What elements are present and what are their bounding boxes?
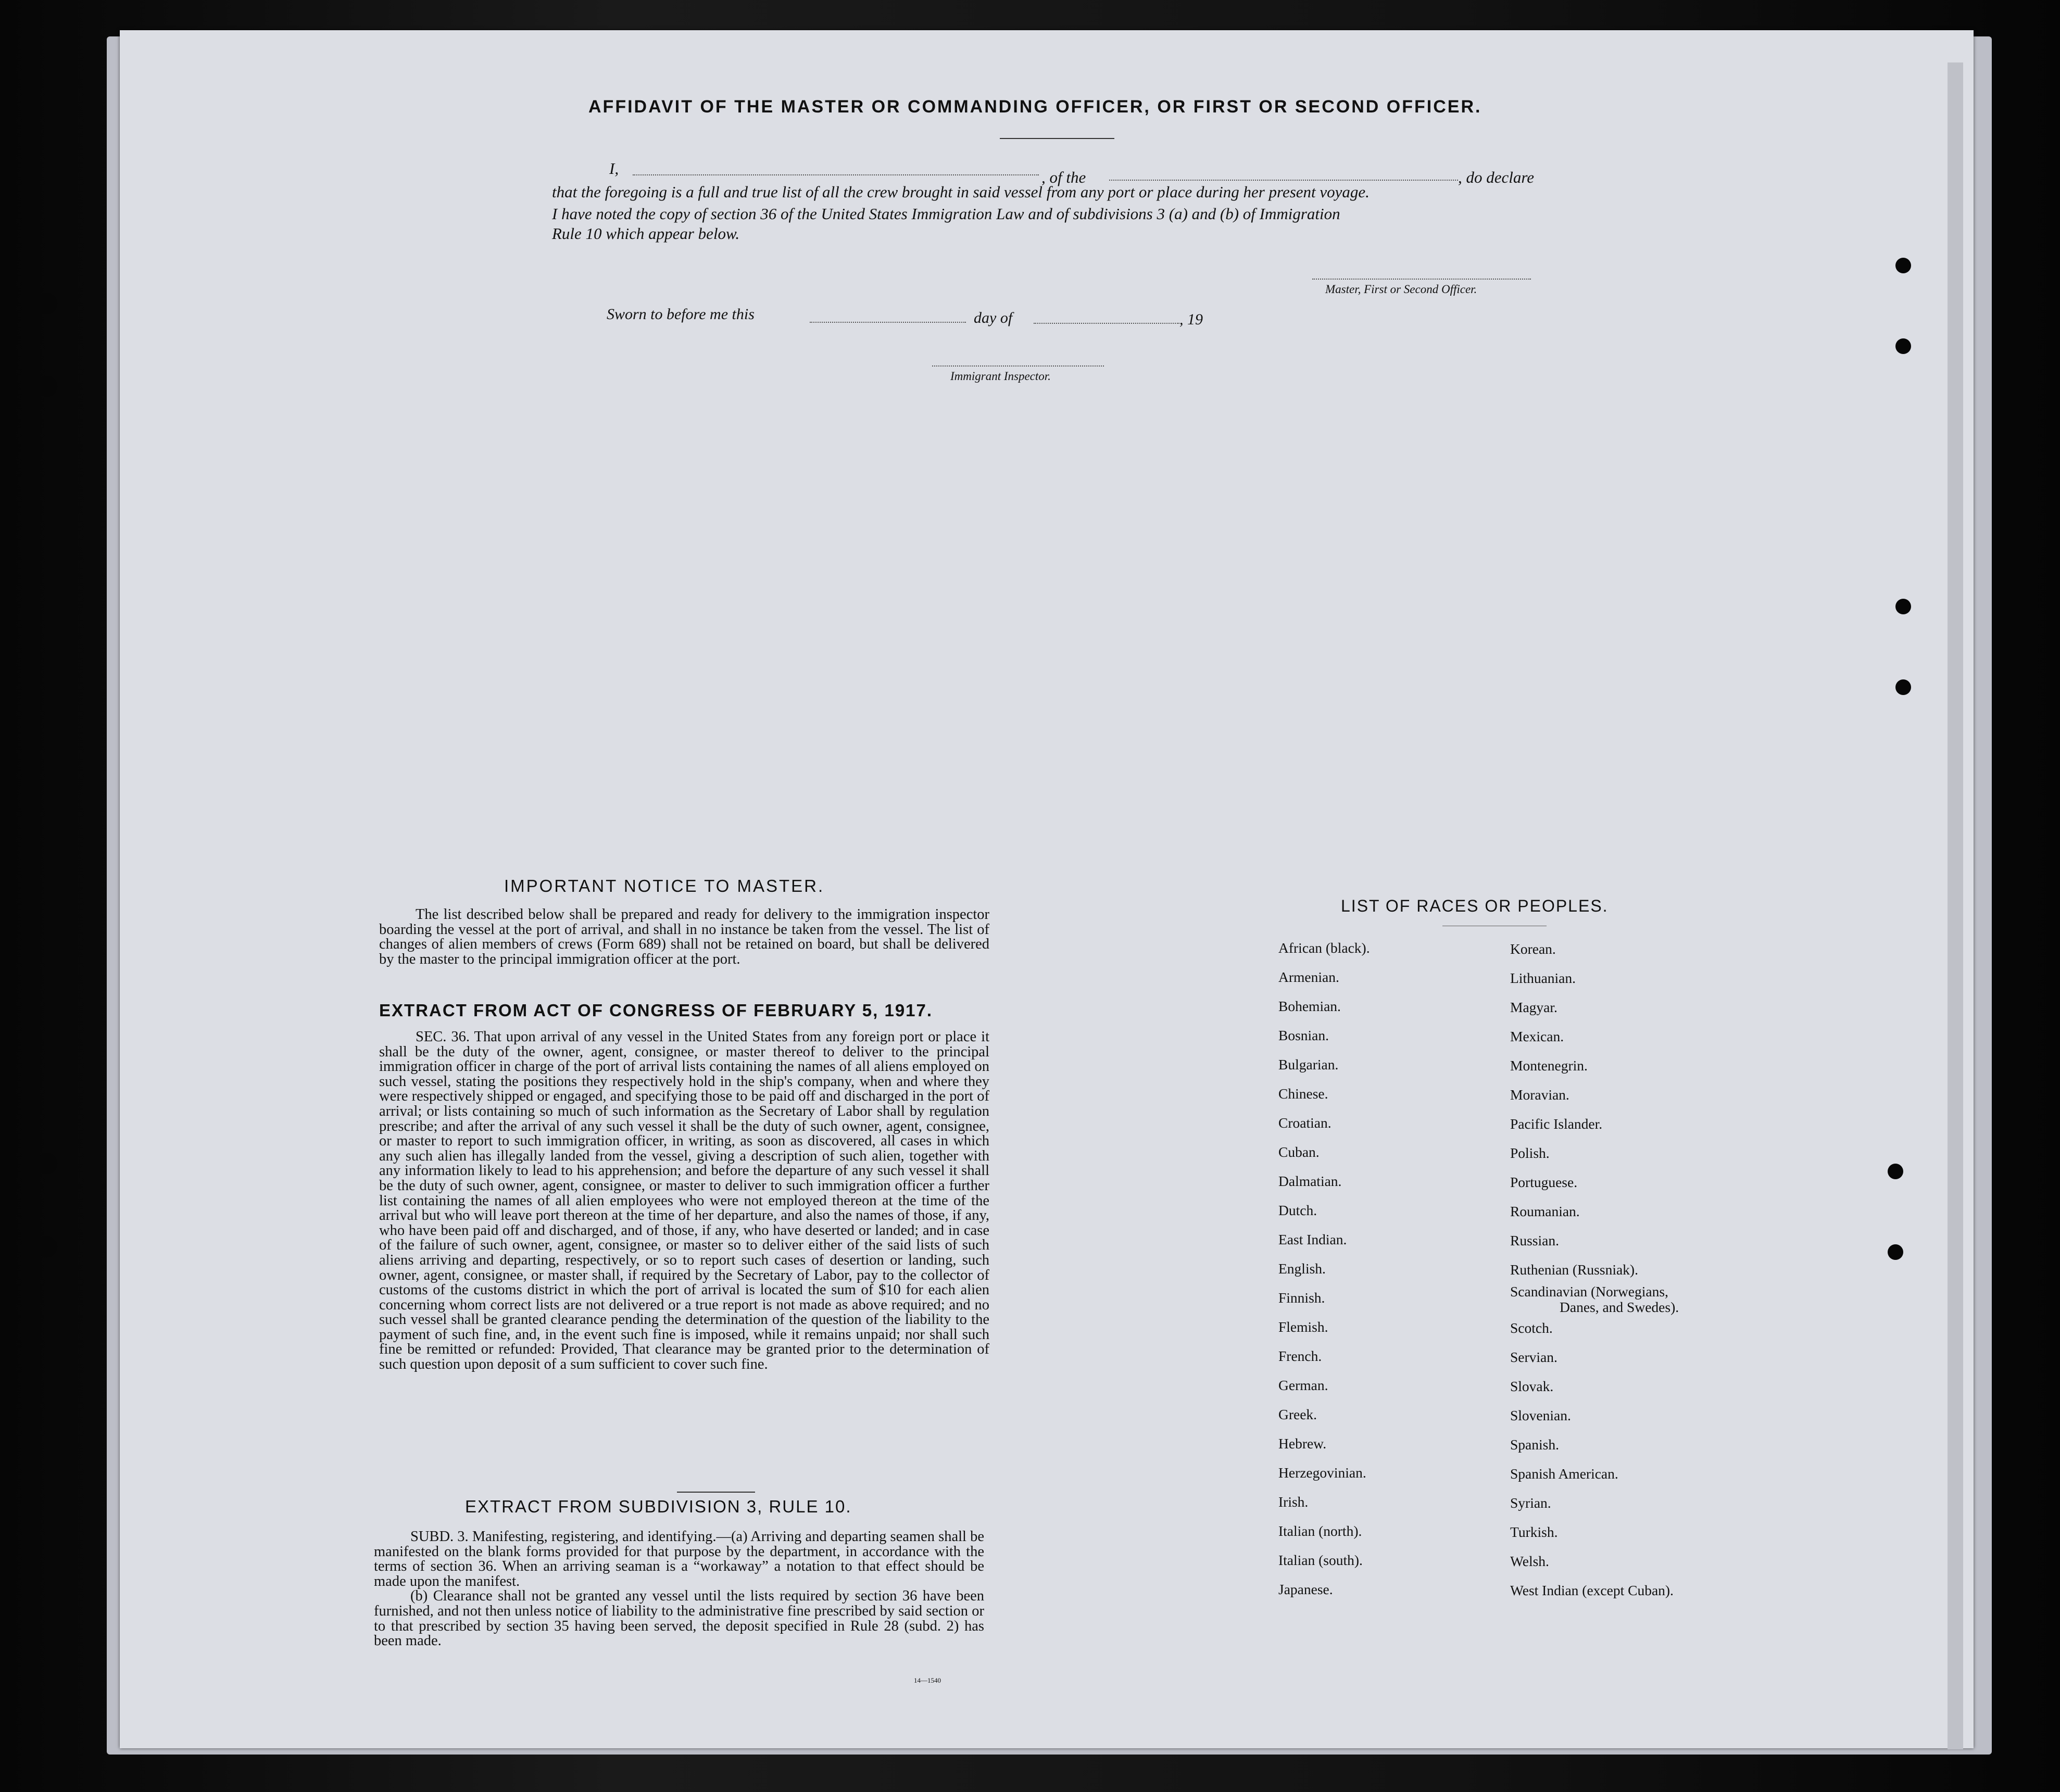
race-item: Pacific Islander. xyxy=(1510,1116,1603,1132)
race-item: Slovenian. xyxy=(1510,1407,1571,1423)
notice-title: IMPORTANT NOTICE TO MASTER. xyxy=(504,876,825,895)
race-item: Spanish American. xyxy=(1510,1466,1618,1482)
race-item: Russian. xyxy=(1510,1232,1559,1248)
race-item: Armenian. xyxy=(1278,969,1339,985)
race-item: Welsh. xyxy=(1510,1553,1549,1569)
race-item: Turkish. xyxy=(1510,1524,1558,1540)
affidavit-line-3: Rule 10 which appear below. xyxy=(552,224,740,243)
race-item: German. xyxy=(1278,1377,1328,1393)
race-item: Herzegovinian. xyxy=(1278,1465,1366,1481)
race-item: Spanish. xyxy=(1510,1436,1559,1453)
race-item: Finnish. xyxy=(1278,1290,1325,1306)
binder-hole-left-1 xyxy=(36,293,57,314)
race-item: Portuguese. xyxy=(1510,1174,1578,1190)
rule-extract-text-a: SUBD. 3. Manifesting, registering, and identifying.—(a) Arriving and departing seamen shall be manifested on the blank forms provided for that purpose by the department, in accordance with the terms of section 36. When an arriving seaman is a “workaway” a notation to that effect should be made upon the manifest. xyxy=(374,1529,984,1589)
signature-label: Master, First or Second Officer. xyxy=(1325,283,1477,296)
race-item-continuation: Danes, and Swedes). xyxy=(1560,1299,1679,1315)
race-item: Servian. xyxy=(1510,1349,1557,1365)
race-item: Italian (south). xyxy=(1278,1552,1363,1568)
race-item: Scotch. xyxy=(1510,1320,1553,1336)
race-item: Japanese. xyxy=(1278,1581,1333,1597)
sworn-label: Sworn to before me this xyxy=(607,306,755,323)
race-item: Ruthenian (Russniak). xyxy=(1510,1261,1638,1278)
binder-hole-left-4 xyxy=(36,1236,57,1257)
punch-hole-right-2 xyxy=(1895,338,1911,354)
race-item: East Indian. xyxy=(1278,1231,1347,1247)
affidavit-title: AFFIDAVIT OF THE MASTER OR COMMANDING OFFICER, OR FIRST OR SECOND OFFICER. xyxy=(588,97,1482,117)
race-item: Roumanian. xyxy=(1510,1203,1580,1219)
rule-extract-text-b: (b) Clearance shall not be granted any vessel until the lists required by section 36 have been furnished, and not then unless notice of liability to the administrative fine prescribed by said section or to that prescribed by section 35 having been served, the deposit specified in Rule 28 (subd. 2) has been made. xyxy=(374,1588,984,1649)
punch-hole-right-3 xyxy=(1895,599,1911,614)
race-item: Dutch. xyxy=(1278,1202,1317,1218)
race-item: Syrian. xyxy=(1510,1495,1551,1511)
races-title: LIST OF RACES OR PEOPLES. xyxy=(1341,897,1609,915)
race-item: Flemish. xyxy=(1278,1319,1328,1335)
sworn-day-blank xyxy=(810,322,966,323)
affidavit-line-1: that the foregoing is a full and true list of all the crew brought in said vessel from any port or place during her present voyage. xyxy=(552,183,1370,201)
race-item: Irish. xyxy=(1278,1494,1309,1510)
rule-extract-title: EXTRACT FROM SUBDIVISION 3, RULE 10. xyxy=(465,1497,852,1516)
affidavit-line-2: I have noted the copy of section 36 of the United States Immigration Law and of subdivisions 3 (a) and (b) of Immigration xyxy=(552,205,1340,223)
notice-text: The list described below shall be prepared and ready for delivery to the immigration inspector boarding the vessel at the port of arrival, and shall in no instance be taken from the vessel. The list of changes of alien members of crews (Form 689) shall not be retained on board, but shall be delivered by the master to the principal immigration officer at the port. xyxy=(379,906,989,967)
page-edge xyxy=(1948,62,1963,1749)
race-item: Korean. xyxy=(1510,941,1556,957)
affidavit-declare-label: , do declare xyxy=(1458,168,1535,186)
race-item: Moravian. xyxy=(1510,1087,1569,1103)
race-item: Lithuanian. xyxy=(1510,970,1576,986)
month-blank xyxy=(1034,323,1179,324)
act-extract-title: EXTRACT FROM ACT OF CONGRESS OF FEBRUARY 5, 1917. xyxy=(379,1001,933,1020)
inspector-blank xyxy=(932,365,1104,367)
race-item: African (black). xyxy=(1278,940,1370,956)
binder-hole-left-3 xyxy=(36,1153,57,1174)
race-item: Magyar. xyxy=(1510,999,1557,1015)
race-item: Bohemian. xyxy=(1278,998,1341,1014)
race-item: Montenegrin. xyxy=(1510,1057,1588,1074)
race-item: Greek. xyxy=(1278,1406,1317,1422)
title-rule xyxy=(1000,138,1114,139)
race-item: Hebrew. xyxy=(1278,1435,1327,1452)
day-of-label: day of xyxy=(974,309,1013,326)
year-label: , 19 xyxy=(1179,311,1203,328)
affidavit-i-label: I, xyxy=(609,159,619,178)
race-item: English. xyxy=(1278,1260,1326,1277)
inspector-label: Immigrant Inspector. xyxy=(950,370,1051,383)
act-extract-text: SEC. 36. That upon arrival of any vessel in the United States from any foreign port or place it shall be the duty of the owner, agent, consignee, or master thereof to deliver to the principal immigration officer in charge of the port of arrival lists containing the names of all aliens employed on such vessel, stating the positions they respectively hold in the ship's company, when and where they were respectively shipped or engaged, and specifying those to be paid off and discharged in the port of arrival; or lists containing so much of such information as the Secretary of Labor shall by regulation prescribe; and after the arrival of any such vessel it shall be the duty of such owner, agent, consignee, or master to report to such immigration officer, in writing, as soon as discovered, all cases in which any such alien has illegally landed from the vessel, giving a description of such alien, together with any information likely to lead to his apprehension; and before the departure of any such vessel it shall be the duty of such owner, agent, consignee, or master to deliver to such immigration officer a further list containing the names of all alien employees who were not employed thereon at the time of the arrival but who will leave port thereon at the time of her departure, and also the names of those, if any, who have been paid off and discharged, and of those, if any, who have deserted or landed; and in case of the failure of such owner, agent, consignee, or master so to deliver either of the said lists of such aliens arriving and departing, respectively, or so to report such cases of desertion or landing, such owner, agent, consignee, or master shall, if required by the Secretary of Labor, pay to the collector of customs of the customs district in which the port of arrival is located the sum of $10 for each alien concerning whom correct lists are not delivered or a true report is not made as above required; and no such vessel shall be granted clearance pending the determination of the question of the liability to the payment of such fine, and, in the event such fine is imposed, while it remains unpaid; nor shall such fine be remitted or refunded: Provided, That clearance may be granted prior to the determination of such question upon deposit of a sum sufficient to cover such fine. xyxy=(379,1029,989,1373)
affidavit-of-the-label: , of the xyxy=(1041,168,1086,186)
name-blank xyxy=(633,174,1039,175)
race-item: Scandinavian (Norwegians, xyxy=(1510,1283,1668,1299)
rule-divider xyxy=(677,1492,755,1493)
race-item: Cuban. xyxy=(1278,1144,1320,1160)
vessel-blank xyxy=(1109,180,1458,181)
race-item: Italian (north). xyxy=(1278,1523,1362,1539)
form-number: 14—1540 xyxy=(914,1676,941,1684)
race-item: Dalmatian. xyxy=(1278,1173,1342,1189)
punch-hole-right-6 xyxy=(1888,1244,1903,1260)
race-item: French. xyxy=(1278,1348,1322,1364)
race-item: Bulgarian. xyxy=(1278,1056,1339,1072)
race-item: Slovak. xyxy=(1510,1378,1554,1394)
race-item: West Indian (except Cuban). xyxy=(1510,1582,1674,1598)
punch-hole-right-1 xyxy=(1895,258,1911,273)
race-item: Bosnian. xyxy=(1278,1027,1329,1043)
signature-blank xyxy=(1312,279,1531,280)
punch-hole-right-5 xyxy=(1888,1164,1903,1179)
punch-hole-right-4 xyxy=(1895,679,1911,695)
race-item: Chinese. xyxy=(1278,1086,1328,1102)
race-item: Polish. xyxy=(1510,1145,1550,1161)
binder-hole-left-2 xyxy=(36,376,57,397)
race-item: Mexican. xyxy=(1510,1028,1564,1044)
document-page xyxy=(120,30,1974,1748)
race-item: Croatian. xyxy=(1278,1115,1332,1131)
